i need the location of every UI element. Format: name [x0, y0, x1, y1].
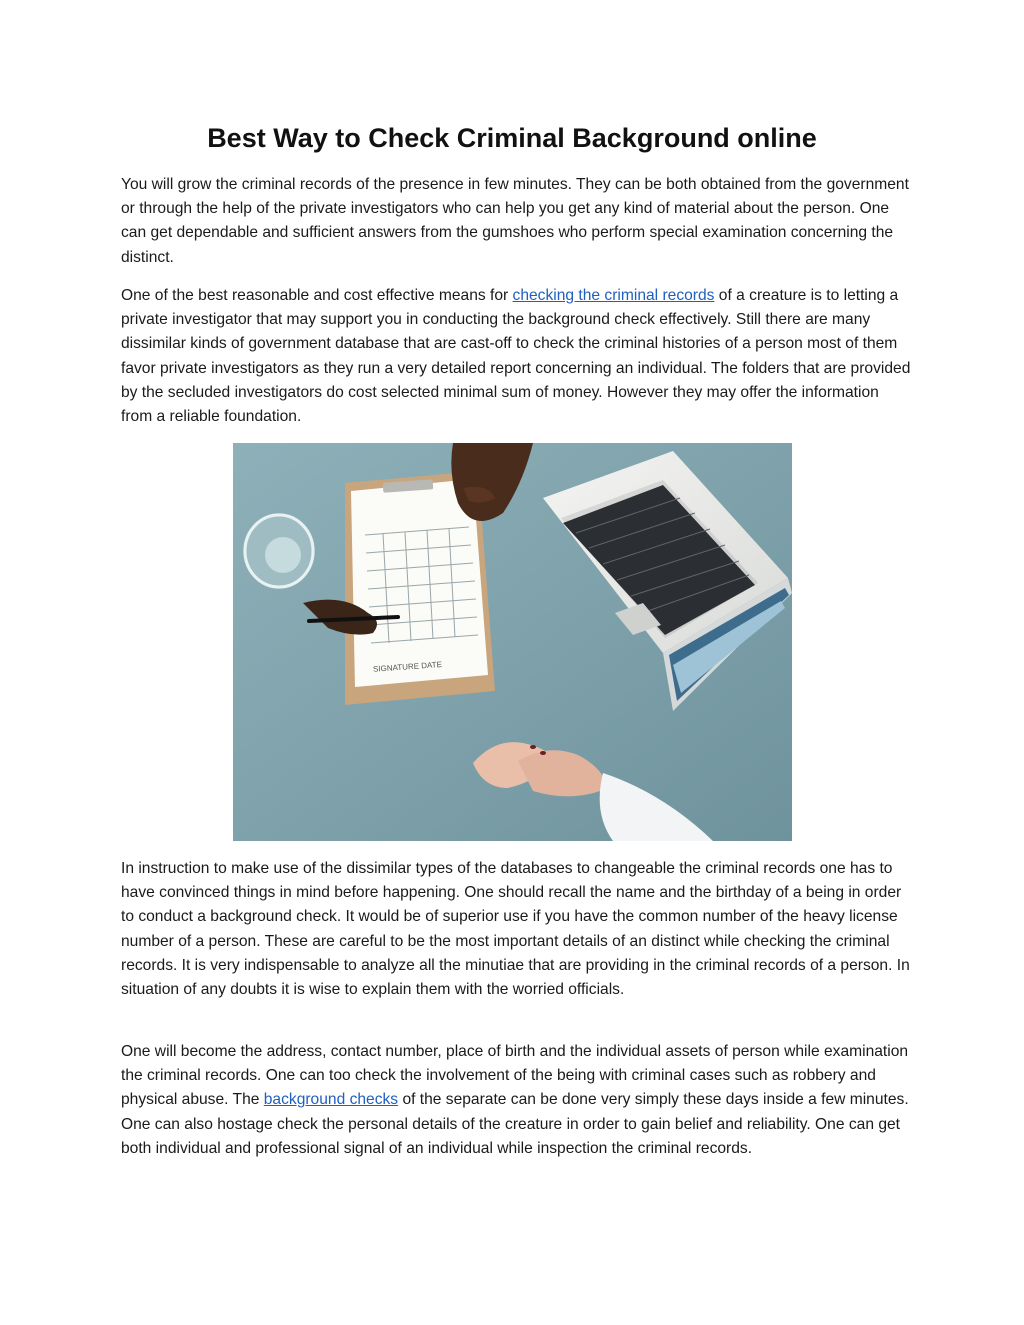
- desk-photo-image: [233, 443, 792, 841]
- paragraph-text: of the separate can be done very simply these days inside a few minutes. One can also hostage check the personal details of the creature in order to gain belief and reliability. One can get both individual and professional signal of an individual while inspection the criminal records.: [121, 1091, 909, 1157]
- paragraph-text: One will become the address, contact number, place of birth and the individual assets of person while examination the criminal records. One can too check the involvement of the being with criminal cases such as robbery and physical abuse. The: [121, 1043, 909, 1109]
- form-caption: SIGNATURE DATE: [372, 659, 443, 674]
- document-title: Best Way to Check Criminal Background online: [207, 123, 817, 153]
- checking-criminal-records-link[interactable]: checking the criminal records: [512, 287, 715, 304]
- paragraph-intro: You will grow the criminal records of the presence in few minutes. They can be both obtained from the government or through the help of the private investigators who can help you get any kind of material about the person. One can get dependable and sufficient answers from the gumshoes who perform special examination concerning the distinct.: [121, 176, 909, 266]
- background-checks-link[interactable]: background checks: [263, 1091, 399, 1109]
- paragraph-text: One of the best reasonable and cost effective means for: [121, 287, 513, 304]
- paragraph-databases: In instruction to make use of the dissimilar types of the databases to changeable the criminal records one has to have convinced things in mind before happening. One should recall the name and the birthday of a being in order to conduct a background check. It would be of superior use if you have the common number of the heavy license number of a person. These are careful to be the most important details of an distinct while checking the criminal records. It is very indispensable to analyze all the minutiae that are providing in the criminal records of a person. In situation of any doubts it is wise to explain them with the worried officials.: [121, 860, 910, 999]
- paragraph-investigators: [121, 284, 911, 429]
- paragraph-text: of a creature is to letting a private investigator that may support you in conducting the background check effectively. Still there are many dissimilar kinds of government database that are cast-off to check the criminal histories of a person most of them favor private investigators as they run a very detailed report concerning an individual. The folders that are provided by the secluded investigators do cost selected minimal sum of money. However they may offer the information from a reliable foundation.: [121, 287, 911, 426]
- desk-illustration: [233, 443, 792, 841]
- glass-icon: [243, 513, 315, 589]
- paragraph-details: [121, 1040, 911, 1161]
